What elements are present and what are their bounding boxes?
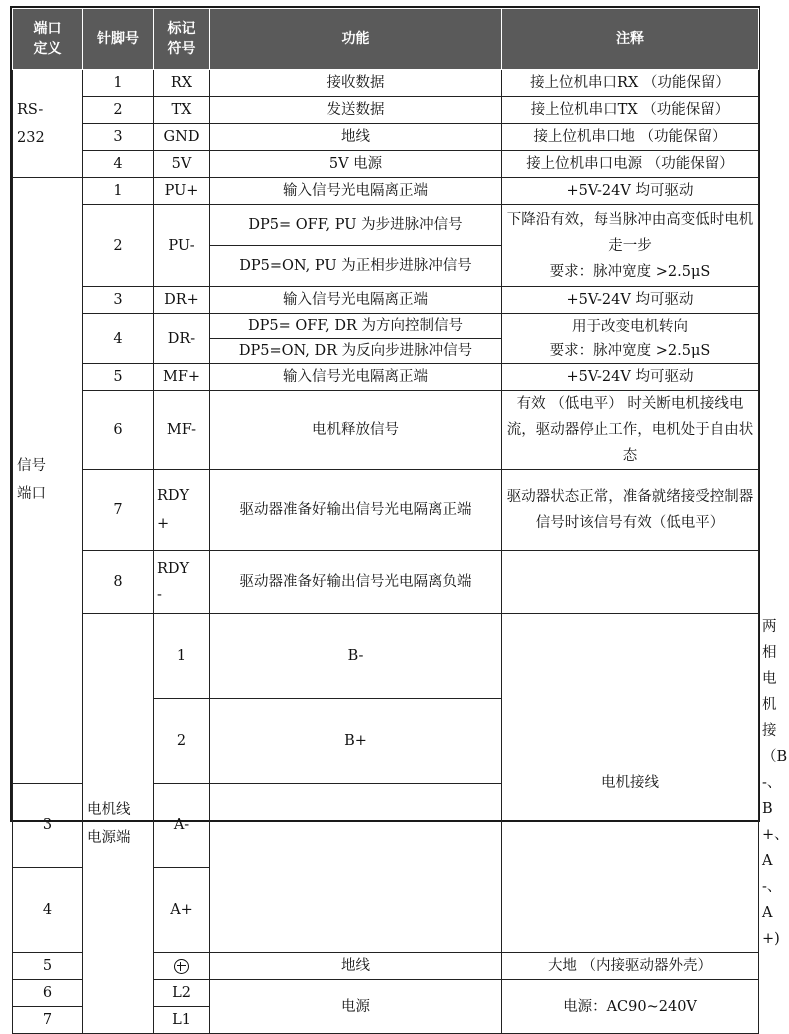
note-cell: 接上位机串口地 （功能保留） [502, 124, 759, 151]
note-cell: 电源：AC90~240V [502, 980, 759, 1034]
pin-cell: 1 [83, 178, 154, 205]
group-signal: 信号 端口 [13, 178, 83, 784]
function-cell: DP5= OFF, DR 为方向控制信号 [210, 314, 502, 339]
table-header-row [13, 9, 759, 70]
note-cell: +5V-24V 均可驱动 [502, 364, 759, 391]
mark-cell: RDY + [154, 470, 210, 551]
note-cell: +5V-24V 均可驱动 [502, 287, 759, 314]
pin-cell: 5 [13, 953, 83, 980]
function-cell: 电源 [210, 980, 502, 1034]
pin-cell: 6 [83, 391, 154, 470]
pin-cell: 3 [83, 287, 154, 314]
function-cell: 输入信号光电隔离正端 [210, 364, 502, 391]
mark-cell: RX [154, 70, 210, 97]
note-cell [502, 551, 759, 614]
table-row [13, 151, 759, 178]
mark-cell: L2 [154, 980, 210, 1007]
note-cell: 驱动器状态正常，准备就绪接受控制器信号时该信号有效（低电平） [502, 470, 759, 551]
table-row [13, 97, 759, 124]
note-cell: 接上位机串口电源 （功能保留） [502, 151, 759, 178]
pin-cell: 4 [83, 151, 154, 178]
group-rs232: RS- 232 [13, 70, 83, 178]
table-row [13, 287, 759, 314]
note-cell: 接上位机串口RX （功能保留） [502, 70, 759, 97]
mark-cell: PU+ [154, 178, 210, 205]
pin-definition-table [12, 8, 789, 1034]
table-row [13, 70, 759, 97]
ground-symbol-icon [174, 959, 189, 974]
mark-cell: RDY - [154, 551, 210, 614]
pin-cell: 2 [154, 698, 210, 783]
function-cell: 电机接线 [502, 614, 759, 953]
mark-cell: GND [154, 124, 210, 151]
mark-cell: 5V [154, 151, 210, 178]
mark-cell: MF- [154, 391, 210, 470]
function-cell: 接收数据 [210, 70, 502, 97]
function-cell: DP5=ON, DR 为反向步进脉冲信号 [210, 339, 502, 364]
function-cell: 地线 [210, 953, 502, 980]
note-cell: +5V-24V 均可驱动 [502, 178, 759, 205]
pin-cell: 1 [154, 614, 210, 699]
pin-cell: 2 [83, 97, 154, 124]
pin-cell: 2 [83, 205, 154, 287]
mark-cell: L1 [154, 1007, 210, 1034]
pin-cell: 8 [83, 551, 154, 614]
mark-cell: DR- [154, 314, 210, 364]
function-cell: 电机释放信号 [210, 391, 502, 470]
mark-cell: A- [154, 783, 210, 868]
mark-cell: TX [154, 97, 210, 124]
table-row [13, 314, 759, 339]
header-mark: 标记 符号 [154, 9, 210, 70]
header-function: 功能 [210, 9, 502, 70]
pin-cell: 3 [83, 124, 154, 151]
table-row [13, 205, 759, 246]
function-cell: 输入信号光电隔离正端 [210, 287, 502, 314]
table-row: 电机线 电源端 1 B- 电机接线 两相电机接（B-、B+、A-、A+) [13, 614, 759, 699]
header-note: 注释 [502, 9, 759, 70]
mark-cell: MF+ [154, 364, 210, 391]
function-cell: 输入信号光电隔离正端 [210, 178, 502, 205]
function-cell: DP5= OFF, PU 为步进脉冲信号 [210, 205, 502, 246]
pin-cell: 4 [13, 868, 83, 953]
mark-cell: DR+ [154, 287, 210, 314]
note-cell: 接上位机串口TX （功能保留） [502, 97, 759, 124]
pin-cell: 5 [83, 364, 154, 391]
pin-cell: 7 [13, 1007, 83, 1034]
table-row [13, 124, 759, 151]
pin-cell: 6 [13, 980, 83, 1007]
table-row [13, 470, 759, 551]
mark-cell: B+ [210, 698, 502, 783]
header-port: 端口 定义 [13, 9, 83, 70]
function-cell: 5V 电源 [210, 151, 502, 178]
function-cell: 地线 [210, 124, 502, 151]
table-row [13, 551, 759, 614]
group-power: 电机线 电源端 [83, 614, 154, 1034]
note-cell: 下降沿有效，每当脉冲由高变低时电机走一步 要求：脉冲宽度 >2.5μS [502, 205, 759, 287]
function-cell: 驱动器准备好输出信号光电隔离正端 [210, 470, 502, 551]
function-cell: DP5=ON, PU 为正相步进脉冲信号 [210, 246, 502, 287]
table-row [13, 391, 759, 470]
pin-cell: 4 [83, 314, 154, 364]
pin-cell: 7 [83, 470, 154, 551]
header-pin: 针脚号 [83, 9, 154, 70]
note-cell: 有效 （低电平） 时关断电机接线电流，驱动器停止工作，电机处于自由状态 [502, 391, 759, 470]
table-row [13, 178, 759, 205]
pin-cell: 3 [13, 783, 83, 868]
pin-cell: 1 [83, 70, 154, 97]
note-cell: 大地 （内接驱动器外壳） [502, 953, 759, 980]
mark-cell: B- [210, 614, 502, 699]
mark-cell: PU- [154, 205, 210, 287]
note-cell: 用于改变电机转向 要求：脉冲宽度 >2.5μS [502, 314, 759, 364]
table-row [13, 364, 759, 391]
function-cell: 发送数据 [210, 97, 502, 124]
function-cell: 驱动器准备好输出信号光电隔离负端 [210, 551, 502, 614]
mark-cell [154, 953, 210, 980]
mark-cell: A+ [154, 868, 210, 953]
